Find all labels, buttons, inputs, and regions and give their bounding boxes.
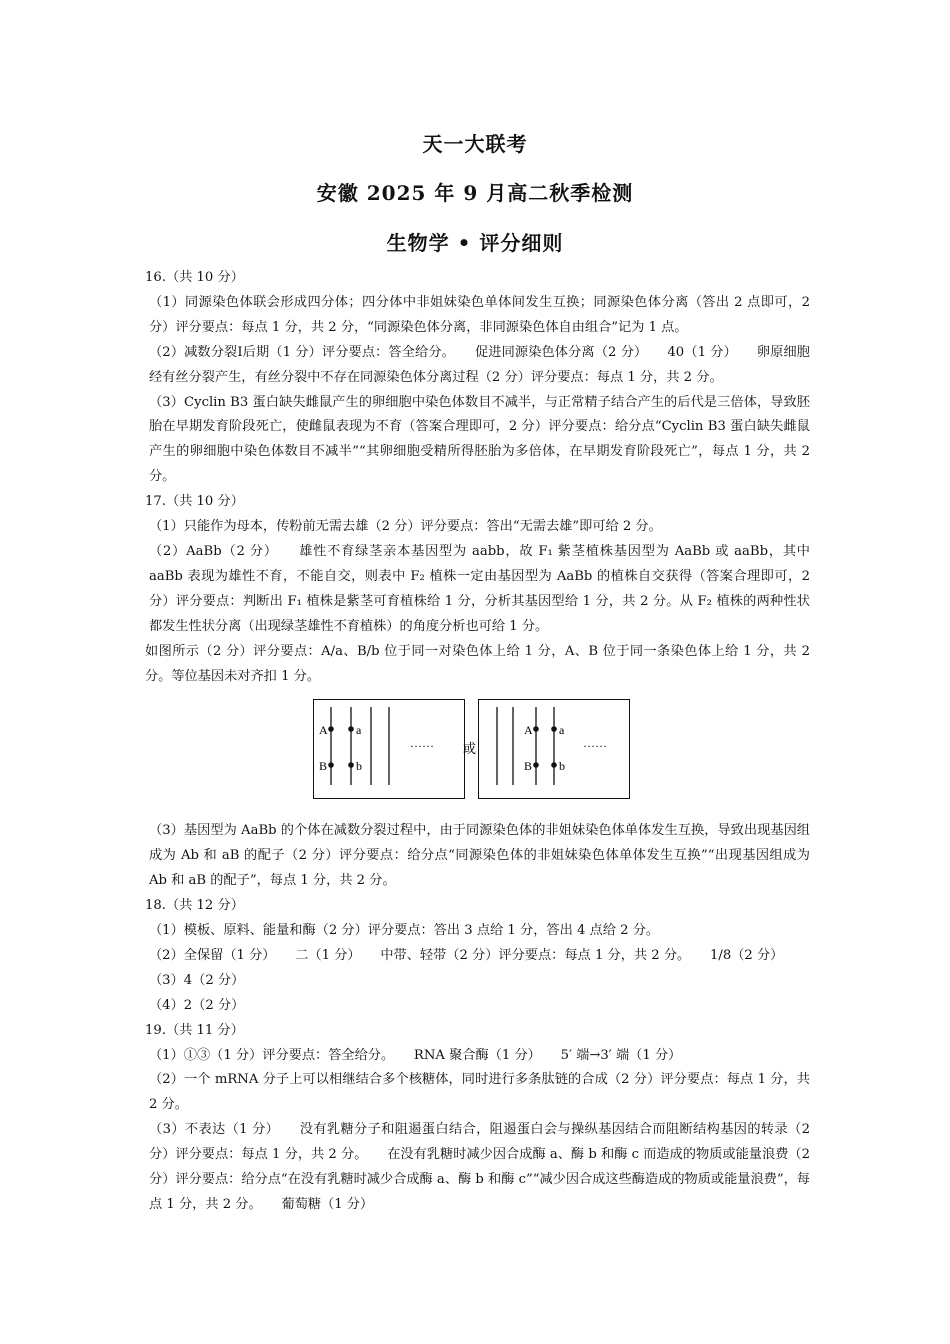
q17-part1: （1）只能作为母本，传粉前无需去雄（2 分）评分要点：答出“无需去雄”即可给 2 分。	[149, 519, 662, 535]
subject-title: 生物学 • 评分细则	[386, 231, 564, 255]
q16-part3: （3）Cyclin B3 蛋白缺失雌鼠产生的卵细胞中染色体数目不减半，与正常精子结合产生的后代是三倍体，导致胚胎在早期发育阶段死亡，使雌鼠表现为不育（答案合理即可，2 分）评分要点：给分点“Cyclin B3 蛋白缺失雌鼠产生的卵细胞中染色体数目不减半”“其卵细胞受精所得胚胎为多倍体，在早期发育阶段死亡”，每点 1 分，共 2 分。	[149, 394, 810, 485]
gene-locus-dot	[348, 727, 354, 733]
gene-label-a: a	[559, 723, 565, 738]
q19-part1: （1）①③（1 分）评分要点：答全给分。 RNA 聚合酶（1 分） 5′ 端→3′ 端（1 分）	[149, 1047, 682, 1063]
q18-heading: 18.（共 12 分）	[145, 898, 244, 914]
gene-label-b: b	[559, 759, 565, 774]
gene-label-B: B	[319, 759, 328, 774]
gene-locus-dot	[348, 763, 354, 769]
q18-part3: （3）4（2 分）	[149, 972, 245, 988]
or-label: 或	[463, 741, 477, 757]
gene-locus-dot	[551, 727, 557, 733]
gene-locus-dot	[551, 763, 557, 769]
gene-label-B: B	[524, 759, 533, 774]
gene-label-A: A	[319, 723, 328, 738]
ellipsis-right: ……	[583, 736, 607, 751]
q17-part3: （3）基因型为 AaBb 的个体在减数分裂过程中，由于同源染色体的非姐妹染色体单体发生互换，导致出现基因组成为 Ab 和 aB 的配子（2 分）评分要点：给分点“同源染色体的非姐妹染色体单体发生互换”“出现基因组成为 Ab 和 aB 的配子”，每点 1 分，共 2 分。	[149, 823, 810, 889]
q17-figure-note: 如图所示（2 分）评分要点：A/a、B/b 位于同一对染色体上给 1 分，A、B 位于同一条染色体上给 1 分，共 2 分。等位基因未对齐扣 1 分。	[145, 643, 810, 684]
gene-locus-dot	[533, 763, 539, 769]
ellipsis-left: ……	[410, 736, 434, 751]
answer-body	[145, 266, 810, 1218]
q18-part4: （4）2（2 分）	[149, 997, 245, 1013]
gene-locus-dot	[533, 727, 539, 733]
q18-part2: （2）全保留（1 分） 二（1 分） 中带、轻带（2 分）评分要点：每点 1 分，共 2 分。 1/8（2 分）	[149, 947, 784, 963]
q17-heading: 17.（共 10 分）	[145, 494, 244, 510]
exam-name-title: 安徽 2025 年 9 月高二秋季检测	[316, 181, 634, 205]
q19-heading: 19.（共 11 分）	[145, 1022, 244, 1038]
gene-locus-dot	[328, 727, 334, 733]
gene-label-A: A	[524, 723, 533, 738]
q16-heading: 16.（共 10 分）	[145, 270, 244, 285]
q19-part3: （3）不表达（1 分） 没有乳糖分子和阻遏蛋白结合，阻遏蛋白会与操纵基因结合而阻断结构基因的转录（2 分）评分要点：每点 1 分，共 2 分。 在没有乳糖时减少因合成酶 a、酶 b 和酶 c 而造成的物质或能量浪费（2 分）评分要点：给分点“在没有乳糖时减少合成酶 a、酶 b 和酶 c”“减少因合成这些酶造成的物质或能量浪费”，每点 1 分，共 2 分。 葡萄糖（1 分）	[149, 1122, 810, 1212]
q18-part1: （1）模板、原料、能量和酶（2 分）评分要点：答出 3 点给 1 分，答出 4 点给 2 分。	[149, 923, 660, 939]
q16-part2: （2）减数分裂Ⅰ后期（1 分）评分要点：答全给分。 促进同源染色体分离（2 分） 40（1 分） 卵原细胞经有丝分裂产生，有丝分裂中不存在同源染色体分离过程（2 分）评分要点：每点 1 分，共 2 分。	[149, 344, 810, 385]
gene-label-a: a	[356, 723, 362, 738]
gene-label-b: b	[356, 759, 362, 774]
chromosome-drawing	[145, 699, 810, 815]
q19-part2: （2）一个 mRNA 分子上可以相继结合多个核糖体，同时进行多条肽链的合成（2 分）评分要点：每点 1 分，共 2 分。	[149, 1072, 810, 1113]
chromosome-figure	[145, 699, 810, 815]
q17-part2: （2）AaBb（2 分） 雄性不育绿茎亲本基因型为 aabb，故 F₁ 紫茎植株基因型为 AaBb 或 aaBb，其中 aaBb 表现为雄性不育，不能自交，则表中 F₂ 植株一定由基因型为 AaBb 的植株自交获得（答案合理即可，2 分）评分要点：判断出 F₁ 植株是紫茎可育植株给 1 分，分析其基因型给 1 分，共 2 分。从 F₂ 植株的两种性状都发生性状分离（出现绿茎雄性不育植株）的角度分析也可给 1 分。	[149, 543, 810, 634]
q16-part1: （1）同源染色体联会形成四分体；四分体中非姐妹染色单体间发生互换；同源染色体分离（答出 2 点即可，2 分）评分要点：每点 1 分，共 2 分，“同源染色体分离，非同源染色体自由组合”记为 1 点。	[149, 294, 810, 335]
exam-org-title: 天一大联考	[422, 132, 528, 156]
gene-locus-dot	[328, 763, 334, 769]
